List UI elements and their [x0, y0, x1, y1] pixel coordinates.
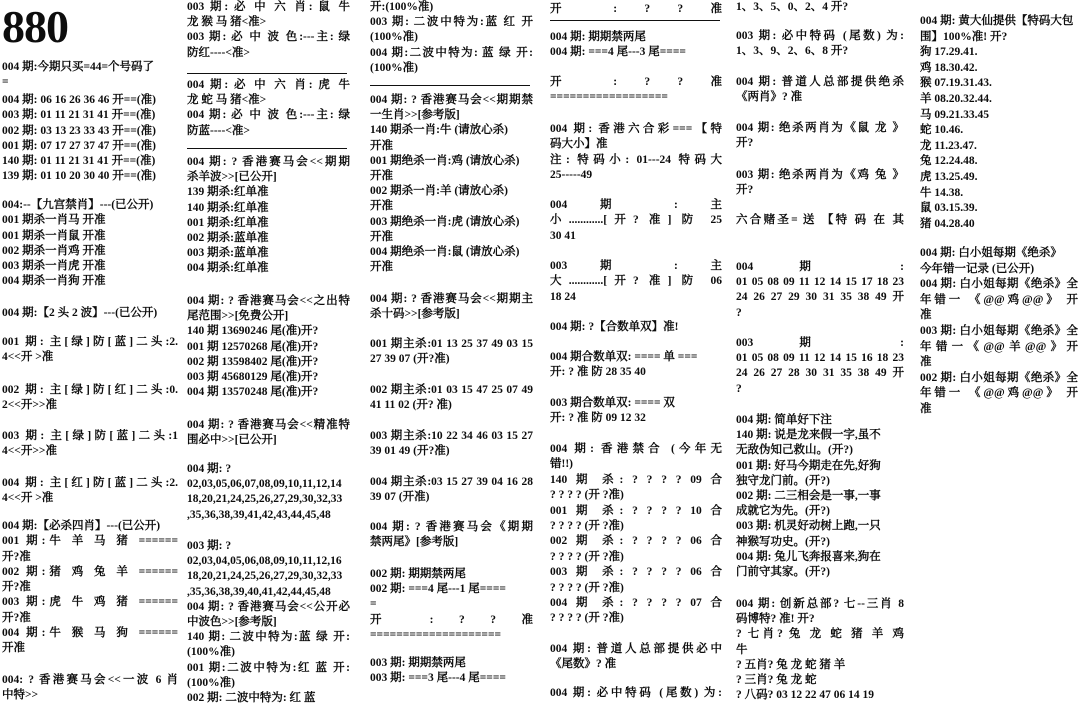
text-line: 003 期杀:蓝单准	[187, 247, 269, 260]
text-line: 140 期: 01 11 21 31 41 开==(准)	[2, 155, 156, 168]
text-line: 39 01 49 (开?准)	[370, 445, 450, 458]
text-line: 003 期: 机灵好动树上跑,一只	[736, 520, 881, 533]
text-block	[2, 198, 178, 290]
text-line: 002 期 13598402 尾(准)开?	[187, 355, 319, 368]
text-line: 开: ? 准 防 28 35 40	[550, 366, 646, 379]
text-line: ? ? ? ? (开 ?准)	[550, 612, 624, 625]
text-line: 004 期 13570248 尾(准)开?	[187, 386, 319, 399]
text-line: 002 期: 03 13 23 33 43 开==(准)	[2, 124, 156, 137]
text-block	[370, 520, 533, 550]
text-block	[187, 0, 350, 61]
text-line: 001 期杀:红单准	[187, 216, 269, 229]
text-line: 004 期: 香港禁合 (今年无	[550, 443, 722, 455]
text-line: 01 05 08 09 11 12 14 15 16 18 23	[736, 352, 904, 365]
text-line: 004 期绝杀一肖:鼠 (请放心杀)	[370, 245, 520, 258]
text-line: 004 期: 白小姐每期《绝杀》全	[920, 278, 1078, 291]
text-block	[370, 0, 533, 76]
text-line: 003 期 : 主	[550, 260, 722, 272]
text-line: 002 期杀一肖:羊 (请放心杀)	[370, 185, 508, 198]
text-line: 004 期: 兔儿飞奔报喜来,狗在	[736, 550, 881, 563]
text-line: (100%准)	[370, 61, 418, 74]
text-line: 无敌伪知己救山。(开?)	[736, 444, 853, 457]
text-line: 年错一 《@@鸡@@》 开	[920, 293, 1078, 306]
text-block	[736, 0, 904, 15]
text-line: 004 期: 必中特码 (尾数) 为:	[550, 687, 722, 699]
text-line: 140 期 杀: ? ? ? ? 09 合	[550, 473, 722, 486]
text-block	[736, 121, 904, 151]
text-block	[2, 93, 178, 185]
text-line: (100%准)	[187, 676, 235, 689]
text-line: 003 期合数单双: ==== 双	[550, 397, 675, 409]
text-line: 码博特? 准! 开?	[736, 613, 815, 626]
text-line: =	[370, 598, 377, 611]
text-line: 003 期: 必 中 波 色:---主: 绿	[187, 31, 350, 44]
text-line: (100%准)	[187, 646, 235, 659]
text-line: ?	[736, 382, 742, 395]
text-line: 《两肖》? 准	[736, 91, 803, 104]
text-block	[370, 475, 533, 505]
text-line: 004 期 杀: ? ? ? ? 07 合	[550, 596, 722, 609]
text-line: 马 09.21.33.45	[920, 108, 989, 121]
text-line: 002 期: 主[绿]防[红]二头:0.	[2, 384, 178, 396]
text-block	[370, 429, 533, 459]
text-line: 001 期绝杀一肖:鸡 (请放心杀)	[370, 154, 520, 167]
text-line: 猴 07.19.31.43.	[920, 77, 992, 90]
text-block	[187, 539, 350, 706]
text-line: 004 期: 简单好下注	[736, 414, 832, 426]
text-line: 尾范围>>[免费公开]	[187, 310, 289, 323]
text-line: 004 期: 白小姐每期《绝杀》	[920, 247, 1062, 259]
text-line: 开:(100%准)	[370, 1, 434, 13]
text-block	[2, 673, 178, 704]
text-line: (100%准)	[370, 31, 418, 44]
text-line: 24 26 27 28 30 31 35 38 49 开	[736, 367, 904, 380]
text-line: 开?	[736, 184, 754, 197]
text-line: 开 : ? ? 准	[550, 76, 722, 88]
text-line: 02,03,04,05,06,08,09,10,11,12,16	[187, 555, 342, 568]
text-line: 003 期: ?	[187, 540, 232, 552]
text-line: 001 期:牛 羊 马 猪 ======	[2, 535, 178, 548]
text-block	[2, 519, 178, 657]
text-block	[370, 93, 533, 275]
text-line: ,35,36,38,39,41,42,43,44,45,48	[187, 508, 331, 521]
text-line: 开 : ? ? 准	[550, 3, 722, 15]
text-line: ? 三肖? 兔 龙 蛇	[736, 673, 817, 686]
text-line: 004 期: ?	[187, 463, 232, 475]
text-line: 001 期 杀: ? ? ? ? 10 合	[550, 504, 722, 517]
text-line: 龙 猴 马 猪<准>	[187, 16, 267, 29]
text-line: 001 期:二波中特为:红 蓝 开:	[187, 661, 350, 674]
text-line: 开准	[370, 169, 393, 182]
text-line: 18,20,21,24,25,26,27,29,30,32,33	[187, 493, 343, 506]
text-line: 1、3、9、2、6、8 开?	[736, 45, 849, 58]
text-block	[550, 259, 722, 305]
text-line: 02,03,05,06,07,08,09,10,11,12,14	[187, 478, 342, 491]
text-line: 中波色>>[参考版]	[187, 615, 277, 628]
text-line: 002 期: 白小姐每期《绝杀》全	[920, 371, 1078, 384]
text-line: 4<<开 >准	[2, 492, 54, 505]
text-line: 龙 11.23.47.	[920, 139, 977, 152]
text-line: 004 期: ? 香港赛马会<<之出特	[187, 295, 350, 307]
text-line: 鼠 03.15.39.	[920, 202, 978, 215]
text-block	[550, 350, 722, 381]
text-line: 004 期: 香港六合彩===【特	[550, 123, 722, 135]
text-block	[550, 198, 722, 244]
text-line: 004 期: 06 16 26 36 46 开==(准)	[2, 94, 156, 106]
text-line: 开?准	[2, 581, 31, 594]
text-line: 004 期: ? 香港赛马会<<期期禁	[370, 94, 533, 106]
text-line: 004: ? 香港赛马会<<一波 6 肖	[2, 674, 178, 686]
text-line: 004 期 :	[736, 261, 904, 273]
text-line: 003 期: 期期禁两尾	[370, 657, 466, 669]
text-block	[2, 60, 178, 91]
text-line: 4<<开 >准	[2, 351, 54, 364]
text-line: 兔 12.24.48.	[920, 155, 978, 168]
text-line: ? ? ? ? (开 ?准)	[550, 581, 624, 594]
text-line: 001 期杀一肖鼠 开准	[2, 229, 106, 242]
text-line: 门前守其家。(开?)	[736, 565, 830, 578]
text-line: 年错一 《@@鸡@@》 开	[920, 387, 1078, 400]
text-line: 牛 14.38.	[920, 186, 964, 199]
text-line: 牛	[736, 643, 748, 656]
text-line: 年错一《@@羊@@》开	[920, 340, 1078, 353]
text-line: 开?准	[2, 611, 31, 624]
text-line: 004 期: 期期禁两尾	[550, 31, 646, 43]
text-line: 4<<开>>准	[2, 445, 57, 458]
text-block	[2, 306, 178, 321]
text-line: 004 期杀一肖狗 开准	[2, 275, 106, 288]
text-line: 开准	[370, 139, 393, 152]
text-line: 狗 17.29.41.	[920, 46, 978, 59]
text-line: 六合赌圣= 送 【特 码 在 其	[736, 214, 904, 226]
text-line: 开: ? 准 防 09 12 32	[550, 412, 646, 425]
text-line: ? 五肖? 兔 龙 蛇 猪 羊	[736, 658, 846, 671]
column-3	[370, 0, 533, 708]
text-line: 004 期杀:红单准	[187, 262, 269, 275]
text-line: ? ? ? ? (开 ?准)	[550, 550, 624, 563]
text-line: 003 期: 01 11 21 31 41 开==(准)	[2, 109, 156, 122]
text-line: 围】100%准! 开?	[920, 30, 1008, 43]
text-line: 开?准	[2, 550, 31, 563]
text-block	[370, 567, 533, 643]
text-line: 004 期: 普道人总部提供必中	[550, 643, 722, 655]
text-line: 25-----49	[550, 169, 593, 182]
text-line: 004 期: 绝杀两肖为《鼠 龙 》	[736, 122, 904, 134]
text-line: 准	[920, 402, 932, 415]
text-line: 003 期杀一肖虎 开准	[2, 260, 106, 273]
text-line: 001 期: 主[绿]防[蓝]二头:2.	[2, 336, 178, 348]
text-line: 004 期: 主[红]防[蓝]二头:2.	[2, 477, 178, 489]
text-line: 001 期: 好马今期走在先,好狗	[736, 459, 881, 472]
divider	[187, 73, 347, 74]
text-line: 004 期: 必 中 波 色:---主: 绿	[187, 109, 350, 122]
text-line: 准	[920, 356, 932, 369]
text-block	[550, 122, 722, 184]
text-line: 002 期: ===4 尾---1 尾====	[370, 583, 506, 596]
text-line: 002 期: 期期禁两尾	[370, 568, 466, 580]
text-line: ?	[736, 306, 742, 319]
text-line: 004 期: ? 香港赛马会<<精准特	[187, 419, 350, 431]
column-1	[2, 0, 178, 708]
text-line: 140 期: 说是龙来假一字,虽不	[736, 429, 881, 442]
text-block	[550, 396, 722, 427]
text-block	[736, 75, 904, 105]
text-line: 禁两尾》[参考版]	[370, 536, 459, 549]
text-line: 002 期杀一肖鸡 开准	[2, 244, 106, 257]
text-line: 003 期 :	[736, 337, 904, 349]
text-line: 004:--【九宫禁肖】---(已公开)	[2, 199, 154, 211]
text-block	[736, 29, 904, 59]
text-line: 004 期主杀:03 15 27 39 04 16 28	[370, 476, 533, 488]
text-line: 30 41	[550, 229, 576, 242]
text-line: 2<<开>>准	[2, 399, 57, 412]
text-line: 139 期: 01 10 20 30 40 开==(准)	[2, 170, 156, 183]
text-block	[187, 294, 350, 400]
text-line: 小............[开? 准] 防 25	[550, 214, 722, 227]
text-line: 003 期:虎 牛 鸡 猪 ======	[2, 596, 178, 609]
text-line: 码大小】准	[550, 138, 608, 151]
divider	[187, 148, 347, 149]
text-line: 18,20,21,24,25,26,27,29,30,32,33	[187, 570, 343, 583]
text-line: 今年错一记录 (已公开)	[920, 262, 1035, 275]
text-line: 003 期: 二波中特为:蓝 红 开	[370, 16, 533, 29]
text-line: 002 期: 二三相会是一事,一事	[736, 489, 881, 502]
text-block	[550, 320, 722, 335]
text-block	[736, 597, 904, 703]
divider	[370, 85, 530, 86]
text-block	[920, 14, 1078, 232]
text-line: 中特>>	[2, 689, 39, 702]
text-line: 防红----<准>	[187, 46, 250, 59]
text-line: ? 八码? 03 12 22 47 06 14 19	[736, 689, 874, 702]
text-line: 003 期 杀: ? ? ? ? 06 合	[550, 566, 722, 579]
text-block	[736, 168, 904, 198]
text-line: 004 期 : 主	[550, 199, 722, 211]
text-line: 成就它为先。(开?)	[736, 505, 830, 518]
text-line: 002 期:猪 鸡 兔 羊 ======	[2, 565, 178, 578]
text-line: 003 期: ===3 尾---4 尾====	[370, 672, 506, 685]
text-line: 140 期杀一肖:牛 (请放心杀)	[370, 124, 508, 137]
text-line: 注: 特码小: 01---24 特码大	[550, 153, 722, 166]
column-4	[550, 0, 722, 708]
text-line: 18 24	[550, 290, 576, 303]
text-line: 003 期: 必 中 六 肖: 鼠 牛	[187, 1, 350, 13]
column-5	[736, 0, 904, 708]
text-line: 1、3、5、0、2、4 开?	[736, 1, 849, 13]
text-block	[550, 75, 722, 106]
text-line: 围必中>>[已公开]	[187, 434, 277, 447]
text-line: ? ? ? ? (开 ?准)	[550, 519, 624, 532]
text-line: 004 期: 普道人总部提供绝杀	[736, 76, 904, 88]
text-line: 蛇 10.46.	[920, 124, 964, 137]
text-line: 杀羊波>>[已公开]	[187, 171, 277, 184]
text-block	[187, 462, 350, 523]
text-line: 002 期 杀: ? ? ? ? 06 合	[550, 535, 722, 548]
text-line: ? 七肖? 兔 龙 蛇 猪 羊 鸡	[736, 628, 904, 641]
text-line: ====================	[370, 628, 502, 641]
text-line: ==================	[550, 91, 668, 104]
text-block	[550, 686, 722, 701]
text-block	[550, 30, 722, 61]
text-block	[550, 642, 722, 673]
text-line: 140 期杀:红单准	[187, 201, 269, 214]
text-block	[187, 418, 350, 448]
text-line: 《尾数》? 准	[550, 658, 617, 671]
text-line: 003 期 45680129 尾(准)开?	[187, 370, 319, 383]
text-line: 004 期:今期只买=44=个号码了	[2, 61, 155, 73]
text-line: 004 期: ? 香港赛马会《期期	[370, 521, 533, 533]
text-line: 001 期 12570268 尾(准)开?	[187, 340, 319, 353]
divider	[550, 20, 720, 21]
text-block	[736, 213, 904, 228]
text-line: 001 期主杀:01 13 25 37 49 03 15	[370, 338, 533, 350]
text-line: 003 期: 白小姐每期《绝杀》全	[920, 324, 1078, 337]
text-line: 002 期杀:蓝单准	[187, 231, 269, 244]
text-line: 开准	[370, 261, 393, 274]
text-line: 羊 08.20.32.44.	[920, 92, 992, 105]
text-block	[2, 335, 178, 366]
text-block	[2, 476, 178, 507]
text-line: 004 期:牛 猴 马 狗 ======	[2, 627, 178, 640]
text-line: 27 39 07 (开?准)	[370, 353, 450, 366]
text-line: 004 期合数单双: ==== 单 ===	[550, 351, 698, 363]
text-line: 004 期: ?【合数单双】准!	[550, 321, 679, 333]
text-line: 004 期: 黄大仙提供【特码大包	[920, 15, 1074, 27]
text-line: 004 期: ? 香港赛马会<<期期	[187, 156, 350, 168]
text-line: 004 期: 创新总部? 七--三肖 8	[736, 598, 904, 610]
text-line: ,35,36,38,39,40,41,42,44,45,48	[187, 585, 331, 598]
text-line: 139 期杀:红单准	[187, 186, 269, 199]
text-line: 004 期:【2 头 2 波】---(已公开)	[2, 307, 158, 319]
text-block	[736, 260, 904, 321]
text-line: 24 26 27 29 30 31 35 38 49 开	[736, 291, 904, 304]
text-line: 001 期杀一肖马 开准	[2, 214, 106, 227]
text-line: 神猴写功史。(开?)	[736, 535, 830, 548]
text-line: 鸡 18.30.42.	[920, 61, 978, 74]
text-block	[370, 292, 533, 322]
page-title: 880	[2, 1, 68, 52]
text-line: 003 期绝杀一肖:虎 (请放心杀)	[370, 215, 520, 228]
text-line: 004 期: ? 香港赛马会<<公开必	[187, 600, 350, 613]
column-2	[187, 0, 350, 708]
text-block	[2, 383, 178, 414]
text-line: 猪 04.28.40	[920, 217, 975, 230]
text-line: 防蓝----<准>	[187, 124, 250, 137]
text-line: 开?	[736, 137, 754, 150]
text-line: ? ? ? ? (开 ?准)	[550, 489, 624, 502]
text-line: 虎 13.25.49.	[920, 170, 978, 183]
text-line: 错!!)	[550, 458, 573, 471]
text-line: 39 07 (开准)	[370, 491, 430, 504]
text-line: 大............[开? 准] 防 06	[550, 275, 722, 288]
text-block	[370, 383, 533, 413]
text-line: 004 期:【必杀四肖】---(已公开)	[2, 520, 161, 532]
text-block	[920, 246, 1078, 418]
text-block	[736, 336, 904, 397]
text-line: 140 期: 二波中特为:蓝 绿 开:	[187, 631, 350, 644]
text-line: 140 期 13690246 尾(准)开?	[187, 325, 319, 338]
text-block	[187, 155, 350, 277]
text-line: 开准	[2, 642, 25, 655]
text-line: 杀十码>>[参考版]	[370, 308, 460, 321]
text-line: 开准	[370, 200, 393, 213]
text-line: 002 期主杀:01 03 15 47 25 07 49	[370, 384, 533, 396]
text-line: 004 期: 必 中 六 肖: 虎 牛	[187, 79, 350, 91]
text-line: 41 11 02 (开? 准)	[370, 399, 452, 412]
text-line: 01 05 08 09 11 12 14 15 17 18 23	[736, 276, 904, 289]
text-line: 003 期: 必中特码 (尾数) 为:	[736, 30, 904, 42]
text-block	[187, 78, 350, 139]
text-line: 一生肖>>[参考版]	[370, 109, 460, 122]
text-line: 001 期: 07 17 27 37 47 开==(准)	[2, 139, 156, 152]
text-line: 准	[920, 309, 932, 322]
text-line: 开准	[370, 230, 393, 243]
text-line: 003 期: 绝杀两肖为《鸡 兔 》	[736, 169, 904, 181]
column-6	[920, 0, 1078, 708]
text-line: 003 期: 主[绿]防[蓝]二头:1	[2, 430, 178, 442]
text-line: 004 期:二波中特为: 蓝 绿 开:	[370, 46, 533, 59]
text-block	[2, 429, 178, 460]
text-line: 003 期主杀:10 22 34 46 03 15 27	[370, 430, 533, 442]
text-line: 独守龙门前。(开?)	[736, 474, 830, 487]
text-line: 龙 蛇 马 猪<准>	[187, 94, 267, 107]
text-block	[370, 656, 533, 686]
text-line: 004 期: ===4 尾---3 尾====	[550, 46, 686, 59]
text-block	[736, 413, 904, 580]
text-block	[370, 337, 533, 367]
text-block	[550, 2, 722, 17]
text-line: 004 期: ? 香港赛马会<<期期主	[370, 293, 533, 305]
text-line: 002 期: 二波中特为: 红 蓝	[187, 691, 316, 704]
text-line: =	[2, 76, 9, 89]
text-line: 开 : ? ? 准	[370, 613, 533, 626]
text-block	[550, 442, 722, 627]
